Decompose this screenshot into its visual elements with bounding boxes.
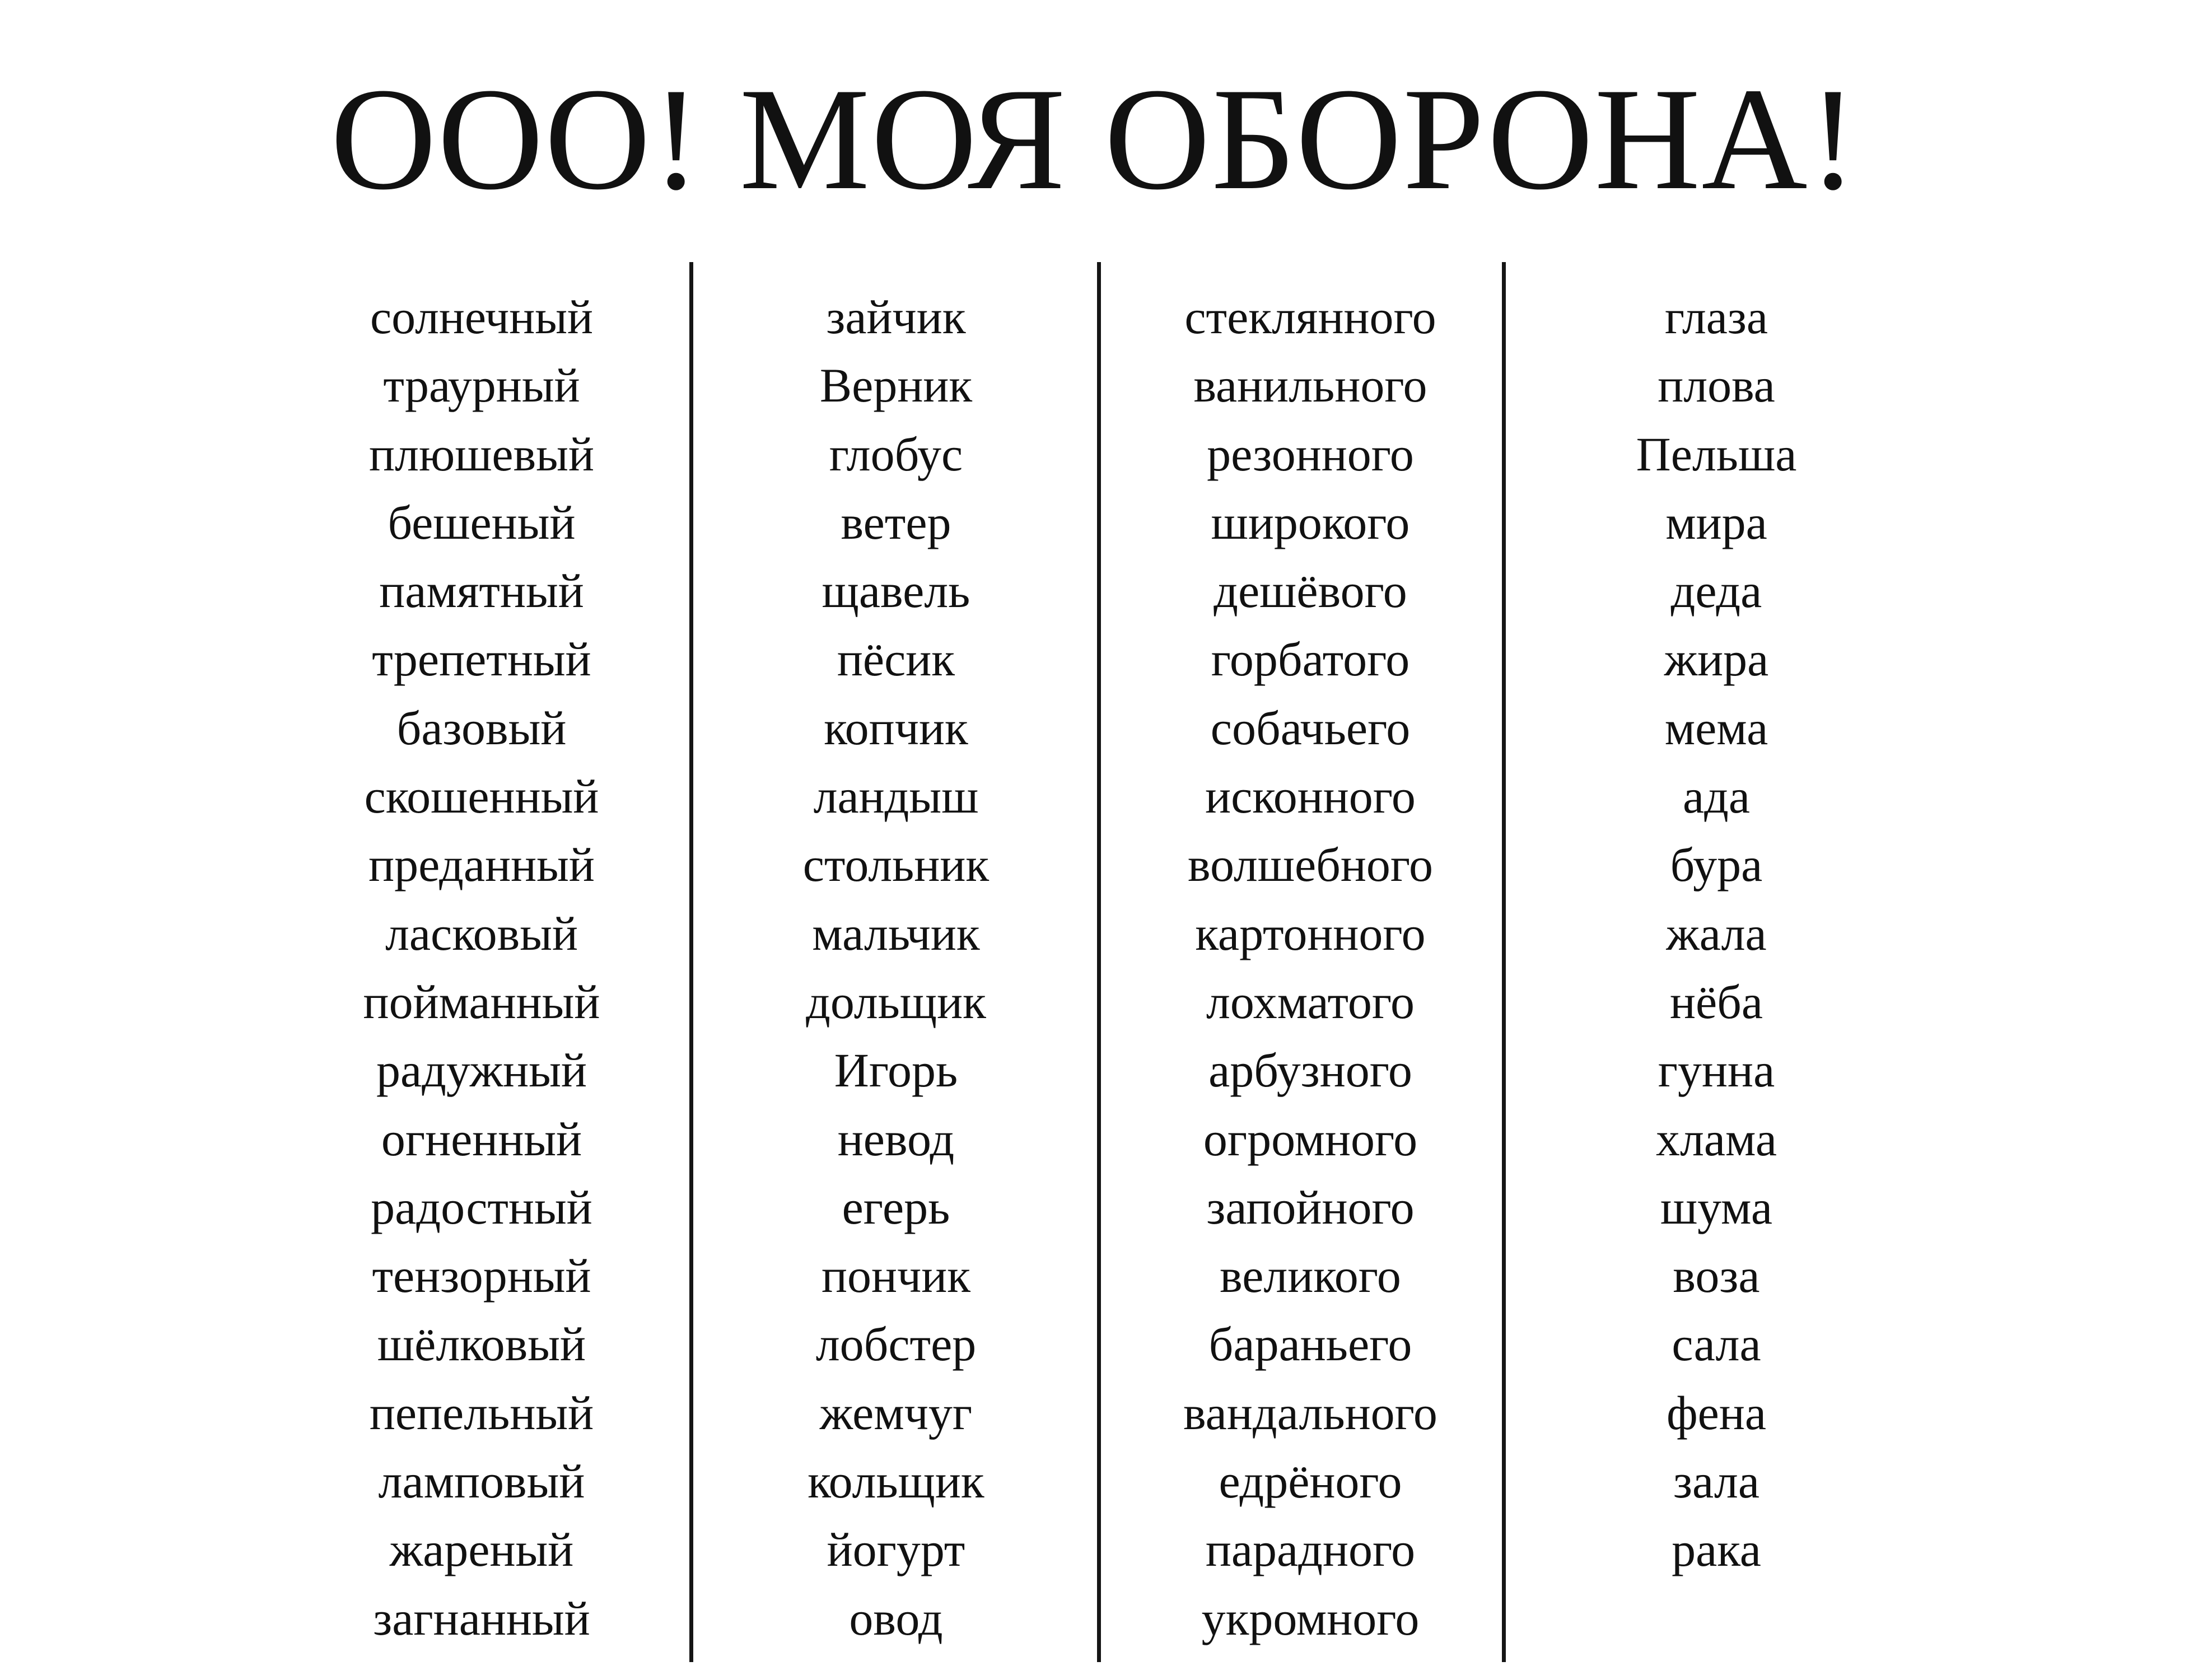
word-item: Игорь [834,1043,958,1098]
word-item: запойного [1206,1180,1415,1234]
word-item: овод [849,1591,943,1645]
word-item: лохматого [1206,974,1415,1029]
word-item: исконного [1205,769,1416,824]
word-item: шёлковый [377,1317,586,1371]
word-item: рака [1672,1523,1761,1577]
word-item: егерь [842,1180,950,1234]
word-item: ламповый [378,1454,585,1509]
word-item: едрёного [1219,1454,1402,1509]
word-item: нёба [1669,974,1763,1029]
word-column-3 [1114,283,1506,1653]
word-item: йогурт [827,1523,965,1577]
word-item: глаза [1664,290,1768,344]
word-item: ада [1682,769,1751,824]
word-column-1 [286,283,678,1653]
word-item: шума [1660,1180,1773,1234]
word-item: воза [1673,1249,1760,1303]
word-item: траурный [383,358,580,413]
word-item: арбузного [1208,1043,1412,1098]
word-item: мема [1664,701,1768,755]
word-item: жала [1666,906,1767,960]
word-item: хлама [1655,1112,1777,1166]
word-item: огненный [381,1112,582,1166]
word-item: глобус [829,427,963,481]
word-item: жемчуг [819,1385,973,1440]
word-item: лобстер [815,1317,977,1371]
word-item: вандального [1183,1385,1437,1440]
word-item: копчик [824,701,968,755]
word-item: широкого [1211,495,1410,549]
word-item: кольщик [808,1454,984,1509]
word-column-2 [700,283,1092,1653]
word-item: ласковый [385,906,578,960]
word-item: жареный [389,1523,574,1577]
word-item: пепельный [369,1385,594,1440]
word-item: ветер [841,495,951,549]
word-item: пойманный [363,974,600,1029]
word-item: преданный [368,838,595,892]
column-divider-1 [689,262,693,1662]
word-item: мальчик [812,906,980,960]
word-item: укромного [1201,1591,1420,1645]
word-item: волшебного [1187,838,1434,892]
word-item: пёсик [837,632,955,687]
word-item: невод [837,1112,955,1166]
word-item: бешеный [388,495,576,549]
word-item: бараньего [1208,1317,1412,1371]
word-item: солнечный [370,290,594,344]
word-item: ванильного [1193,358,1427,413]
word-item: картонного [1195,906,1426,960]
word-item: радужный [376,1043,587,1098]
word-item: дольщик [806,974,986,1029]
word-item: фена [1666,1385,1767,1440]
word-item: Пельша [1636,427,1797,481]
word-item: горбатого [1211,632,1410,687]
word-item: деда [1670,564,1762,618]
column-divider-2 [1097,262,1101,1662]
word-item: мира [1665,495,1767,549]
word-item: радостный [371,1180,592,1234]
word-item: ландыш [813,769,979,824]
word-item: бура [1670,838,1763,892]
word-item: стеклянного [1184,290,1436,344]
word-item: трепетный [372,632,591,687]
word-item: базовый [396,701,567,755]
word-item: резонного [1207,427,1414,481]
word-item: пончик [821,1249,971,1303]
word-item: Верник [819,358,973,413]
word-item: гунна [1658,1043,1775,1098]
word-item: дешёвого [1213,564,1407,618]
word-item: собачьего [1210,701,1411,755]
word-item: парадного [1205,1523,1416,1577]
word-item: великого [1220,1249,1401,1303]
word-item: плова [1658,358,1775,413]
word-item: памятный [379,564,584,618]
word-item: зайчик [826,290,966,344]
word-item: зала [1673,1454,1759,1509]
word-item: скошенный [364,769,599,824]
word-item: загнанный [373,1591,590,1645]
word-item: сала [1672,1317,1761,1371]
word-item: щавель [822,564,970,618]
word-item: тензорный [372,1249,591,1303]
word-column-4 [1520,283,1912,1584]
word-item: огромного [1203,1112,1418,1166]
word-item: стольник [802,838,990,892]
page-title: ООО! МОЯ ОБОРОНА! [330,58,1859,220]
word-item: плюшевый [369,427,594,481]
word-item: жира [1664,632,1769,687]
